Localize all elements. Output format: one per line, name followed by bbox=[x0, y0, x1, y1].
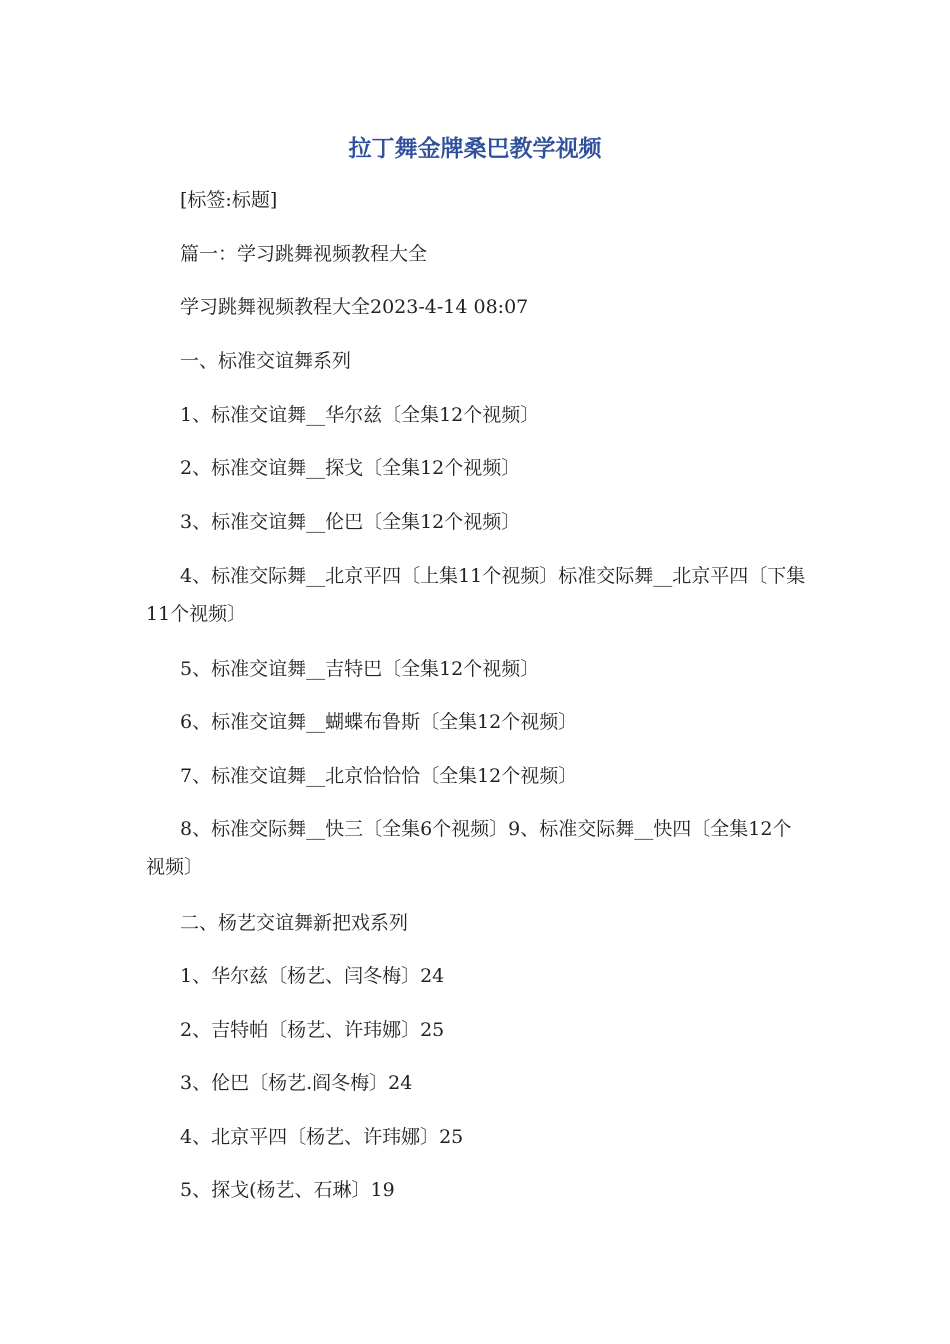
list-item: 3、标准交谊舞__伦巴〔全集12个视频〕 bbox=[180, 511, 521, 533]
list-item: 5、标准交谊舞__吉特巴〔全集12个视频〕 bbox=[180, 658, 540, 680]
list-item: 5、探戈(杨艺、石琳〕19 bbox=[180, 1179, 395, 1201]
list-item: 7、标准交谊舞__北京恰恰恰〔全集12个视频〕 bbox=[180, 765, 578, 787]
list-item: 3、伦巴〔杨艺.阎冬梅〕24 bbox=[180, 1072, 413, 1094]
list-item: 4、标准交际舞__北京平四〔上集11个视频〕标准交际舞__北京平四〔下集11个视频〕 bbox=[146, 565, 806, 625]
subtitle-date: 学习跳舞视频教程大全2023-4-14 08:07 bbox=[180, 296, 529, 318]
list-item: 2、吉特帕〔杨艺、许玮娜〕25 bbox=[180, 1019, 445, 1041]
list-item: 4、北京平四〔杨艺、许玮娜〕25 bbox=[180, 1126, 464, 1148]
list-item: 1、标准交谊舞__华尔兹〔全集12个视频〕 bbox=[180, 404, 540, 426]
list-item: 2、标准交谊舞__探戈〔全集12个视频〕 bbox=[180, 457, 521, 479]
tag-line: [标签:标题] bbox=[180, 189, 278, 211]
list-item: 1、华尔兹〔杨艺、闫冬梅〕24 bbox=[180, 965, 445, 987]
section-heading-yangyi: 二、杨艺交谊舞新把戏系列 bbox=[180, 912, 409, 934]
list-item: 6、标准交谊舞__蝴蝶布鲁斯〔全集12个视频〕 bbox=[180, 711, 578, 733]
section-heading-ballroom: 一、标准交谊舞系列 bbox=[180, 350, 352, 372]
section-heading-part-one: 篇一：学习跳舞视频教程大全 bbox=[180, 243, 428, 265]
document-title: 拉丁舞金牌桑巴教学视频 bbox=[348, 136, 602, 162]
list-item: 8、标准交际舞__快三〔全集6个视频〕9、标准交际舞__快四〔全集12个视频〕 bbox=[146, 818, 792, 878]
